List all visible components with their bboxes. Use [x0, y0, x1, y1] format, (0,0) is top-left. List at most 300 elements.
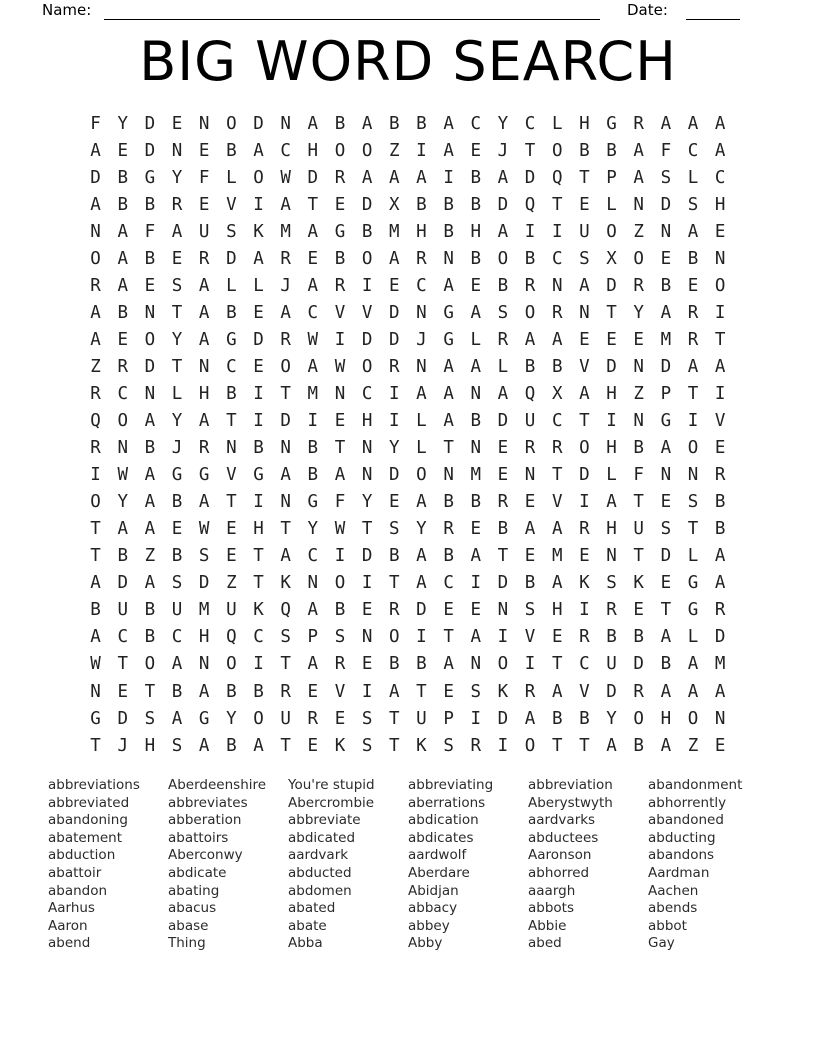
grid-letter: G: [307, 492, 319, 513]
grid-letter: R: [198, 438, 210, 459]
grid-letter: D: [307, 167, 319, 188]
grid-letter: B: [253, 681, 264, 702]
grid-letter: E: [226, 519, 237, 540]
grid-letter: D: [497, 573, 509, 594]
grid-letter: C: [253, 627, 264, 648]
grid-letter: O: [633, 248, 644, 269]
grid-letter: E: [198, 140, 210, 161]
grid-letter: F: [334, 492, 346, 513]
grid-letter: B: [90, 600, 101, 621]
grid-letter: G: [687, 573, 699, 594]
grid-letter: B: [226, 383, 237, 404]
word-list-item: Aberconwy: [168, 847, 243, 864]
grid-letter: L: [687, 167, 699, 188]
grid-letter: B: [443, 492, 454, 513]
grid-letter: A: [416, 573, 427, 594]
grid-letter: I: [714, 383, 726, 404]
grid-letter: Y: [171, 329, 183, 350]
grid-letter: N: [633, 356, 644, 377]
grid-letter: Y: [416, 519, 427, 540]
grid-letter: G: [660, 411, 672, 432]
grid-letter: T: [579, 735, 590, 756]
word-list-item: abatement: [48, 829, 123, 846]
grid-letter: R: [171, 194, 183, 215]
grid-letter: A: [334, 465, 346, 486]
grid-letter: F: [144, 221, 156, 242]
grid-letter: E: [171, 113, 183, 134]
word-search-grid: [82, 110, 734, 759]
grid-letter: A: [280, 546, 291, 567]
word-list-item: abandoned: [648, 812, 724, 829]
grid-letter: A: [524, 329, 536, 350]
grid-letter: A: [144, 465, 156, 486]
grid-letter: B: [144, 194, 156, 215]
grid-letter: D: [361, 546, 373, 567]
grid-letter: E: [443, 600, 454, 621]
grid-letter: I: [361, 681, 373, 702]
grid-letter: T: [171, 356, 183, 377]
grid-letter: D: [198, 573, 210, 594]
word-list-item: aberrations: [408, 794, 486, 811]
grid-letter: B: [470, 248, 482, 269]
grid-letter: A: [90, 627, 101, 648]
grid-letter: R: [198, 248, 210, 269]
grid-letter: B: [606, 140, 617, 161]
word-list-column-6: [648, 777, 768, 953]
grid-letter: Y: [307, 519, 319, 540]
grid-letter: Y: [171, 167, 183, 188]
grid-letter: C: [416, 275, 427, 296]
grid-letter: A: [714, 546, 726, 567]
grid-letter: R: [606, 600, 617, 621]
grid-letter: N: [551, 275, 563, 296]
grid-letter: D: [660, 546, 672, 567]
grid-letter: A: [307, 113, 319, 134]
grid-letter: A: [389, 248, 400, 269]
grid-letter: L: [171, 383, 183, 404]
grid-letter: A: [361, 113, 373, 134]
grid-letter: D: [633, 654, 644, 675]
grid-letter: B: [470, 492, 482, 513]
word-list-item: You're stupid: [288, 777, 375, 793]
grid-letter: B: [117, 546, 128, 567]
grid-letter: N: [714, 708, 726, 729]
grid-letter: B: [226, 302, 237, 323]
grid-letter: A: [198, 329, 210, 350]
grid-letter: V: [579, 356, 590, 377]
grid-letter: A: [280, 194, 291, 215]
grid-letter: E: [470, 275, 482, 296]
grid-letter: A: [307, 654, 319, 675]
grid-letter: H: [144, 735, 156, 756]
grid-letter: T: [714, 329, 726, 350]
grid-letter: I: [579, 492, 590, 513]
grid-letter: V: [226, 194, 237, 215]
grid-letter: S: [497, 302, 509, 323]
grid-letter: L: [226, 275, 237, 296]
grid-letter: I: [90, 465, 101, 486]
grid-letter: D: [389, 329, 400, 350]
grid-letter: Q: [226, 627, 237, 648]
grid-letter: H: [551, 600, 563, 621]
grid-letter: G: [687, 600, 699, 621]
grid-letter: W: [307, 329, 319, 350]
grid-letter: R: [334, 654, 346, 675]
grid-letter: R: [687, 329, 699, 350]
grid-letter: N: [280, 492, 291, 513]
grid-letter: T: [226, 492, 237, 513]
grid-letter: C: [551, 411, 563, 432]
grid-letter: R: [280, 681, 291, 702]
grid-letter: W: [117, 465, 128, 486]
grid-letter: T: [280, 519, 291, 540]
grid-letter: A: [253, 735, 264, 756]
grid-letter: V: [551, 492, 563, 513]
grid-letter: E: [307, 248, 319, 269]
grid-letter: R: [280, 248, 291, 269]
grid-letter: O: [524, 302, 536, 323]
word-list-column-1: [48, 777, 168, 953]
grid-letter: B: [497, 275, 509, 296]
grid-letter: A: [90, 573, 101, 594]
grid-letter: Z: [144, 546, 156, 567]
grid-letter: E: [497, 465, 509, 486]
grid-letter: I: [334, 546, 346, 567]
grid-letter: B: [117, 194, 128, 215]
word-list-item: abbreviate: [288, 812, 361, 829]
grid-letter: N: [687, 465, 699, 486]
grid-letter: O: [606, 221, 617, 242]
grid-letter: D: [660, 356, 672, 377]
grid-letter: N: [660, 221, 672, 242]
grid-letter: A: [524, 519, 536, 540]
grid-letter: C: [714, 167, 726, 188]
grid-letter: B: [226, 681, 237, 702]
grid-letter: A: [117, 519, 128, 540]
grid-letter: T: [226, 411, 237, 432]
word-list-item: abductees: [528, 829, 599, 846]
grid-letter: U: [198, 221, 210, 242]
grid-letter: N: [361, 465, 373, 486]
grid-letter: M: [470, 465, 482, 486]
grid-letter: H: [660, 708, 672, 729]
grid-letter: A: [443, 654, 454, 675]
grid-letter: B: [524, 356, 536, 377]
word-list-item: aardvark: [288, 847, 349, 864]
word-list-item: abbreviation: [528, 777, 613, 793]
grid-letter: D: [226, 248, 237, 269]
grid-letter: E: [606, 329, 617, 350]
grid-letter: D: [253, 113, 264, 134]
word-list-item: Aaron: [48, 917, 88, 934]
grid-letter: I: [714, 302, 726, 323]
word-list-item: abduction: [48, 847, 116, 864]
word-list-item: abdicates: [408, 829, 474, 846]
grid-letter: T: [443, 438, 454, 459]
grid-letter: B: [144, 248, 156, 269]
word-list-item: abandon: [48, 882, 108, 899]
grid-letter: N: [198, 113, 210, 134]
grid-letter: U: [226, 600, 237, 621]
grid-letter: A: [551, 681, 563, 702]
word-list-item: abandoning: [48, 812, 128, 829]
grid-letter: T: [416, 681, 427, 702]
grid-letter: T: [117, 654, 128, 675]
word-list-item: abends: [648, 900, 698, 917]
word-list-item: Gay: [648, 935, 675, 952]
grid-letter: Y: [226, 708, 237, 729]
word-list-item: abdication: [408, 812, 479, 829]
grid-letter: B: [633, 735, 644, 756]
grid-letter: O: [497, 654, 509, 675]
grid-letter: A: [687, 356, 699, 377]
word-list-item: abbreviates: [168, 794, 248, 811]
grid-letter: A: [660, 302, 672, 323]
word-list-item: abhorrently: [648, 794, 727, 811]
word-list-item: Thing: [168, 935, 206, 952]
grid-letter: U: [171, 600, 183, 621]
grid-letter: U: [280, 708, 291, 729]
grid-letter: O: [497, 248, 509, 269]
grid-letter: T: [90, 546, 101, 567]
grid-letter: N: [144, 302, 156, 323]
grid-letter: A: [416, 167, 427, 188]
word-list-item: Aardman: [648, 864, 710, 881]
grid-letter: E: [334, 708, 346, 729]
grid-letter: A: [307, 221, 319, 242]
grid-letter: C: [524, 113, 536, 134]
grid-letter: D: [361, 194, 373, 215]
grid-letter: O: [416, 465, 427, 486]
word-list-item: abate: [288, 917, 327, 934]
grid-letter: N: [144, 383, 156, 404]
grid-letter: B: [253, 438, 264, 459]
grid-letter: D: [90, 167, 101, 188]
grid-letter: D: [144, 356, 156, 377]
grid-letter: P: [443, 708, 454, 729]
grid-letter: A: [117, 248, 128, 269]
grid-letter: U: [606, 654, 617, 675]
grid-letter: I: [389, 411, 400, 432]
grid-letter: N: [280, 113, 291, 134]
grid-letter: E: [714, 735, 726, 756]
grid-letter: K: [334, 735, 346, 756]
grid-letter: E: [579, 329, 590, 350]
grid-letter: W: [280, 167, 291, 188]
grid-letter: A: [443, 411, 454, 432]
grid-letter: N: [416, 302, 427, 323]
grid-letter: I: [389, 383, 400, 404]
grid-letter: Q: [280, 600, 291, 621]
grid-letter: S: [524, 600, 536, 621]
grid-letter: A: [443, 275, 454, 296]
grid-letter: S: [334, 627, 346, 648]
grid-letter: O: [551, 140, 563, 161]
word-list-item: abacus: [168, 900, 217, 917]
grid-letter: D: [606, 681, 617, 702]
grid-letter: R: [714, 600, 726, 621]
grid-letter: D: [497, 411, 509, 432]
grid-letter: T: [579, 167, 590, 188]
grid-letter: B: [171, 492, 183, 513]
grid-letter: B: [470, 194, 482, 215]
grid-letter: M: [280, 221, 291, 242]
grid-letter: E: [117, 329, 128, 350]
grid-letter: N: [606, 546, 617, 567]
grid-letter: S: [660, 519, 672, 540]
grid-letter: A: [524, 708, 536, 729]
grid-letter: H: [198, 383, 210, 404]
grid-letter: S: [171, 573, 183, 594]
grid-letter: R: [524, 275, 536, 296]
grid-letter: A: [714, 113, 726, 134]
grid-letter: T: [90, 735, 101, 756]
grid-letter: A: [714, 573, 726, 594]
grid-letter: R: [714, 465, 726, 486]
grid-letter: R: [633, 113, 644, 134]
grid-letter: F: [198, 167, 210, 188]
grid-letter: O: [687, 438, 699, 459]
grid-letter: A: [144, 492, 156, 513]
grid-letter: A: [551, 329, 563, 350]
grid-letter: U: [633, 519, 644, 540]
grid-letter: E: [714, 438, 726, 459]
word-list-item: abducted: [288, 864, 352, 881]
grid-letter: T: [280, 654, 291, 675]
grid-letter: Z: [633, 221, 644, 242]
grid-letter: B: [551, 708, 563, 729]
word-list-item: Aberdare: [408, 864, 470, 881]
name-fill-in-line: [104, 0, 600, 20]
word-list-item: abbot: [648, 917, 687, 934]
grid-letter: O: [579, 438, 590, 459]
grid-letter: R: [280, 329, 291, 350]
grid-letter: O: [90, 492, 101, 513]
grid-letter: E: [307, 735, 319, 756]
word-list-item: aardvarks: [528, 812, 596, 829]
grid-letter: V: [579, 681, 590, 702]
word-list-item: abdicate: [168, 864, 227, 881]
grid-letter: T: [687, 519, 699, 540]
word-list-item: Aberdeenshire: [168, 777, 267, 793]
grid-letter: B: [117, 167, 128, 188]
grid-letter: B: [579, 708, 590, 729]
grid-letter: P: [606, 167, 617, 188]
word-list-item: abattoirs: [168, 829, 229, 846]
grid-letter: E: [633, 600, 644, 621]
grid-letter: O: [253, 167, 264, 188]
grid-letter: J: [416, 329, 427, 350]
grid-letter: I: [443, 167, 454, 188]
grid-letter: V: [714, 411, 726, 432]
grid-letter: R: [117, 356, 128, 377]
grid-letter: G: [144, 167, 156, 188]
grid-letter: A: [117, 221, 128, 242]
grid-letter: M: [198, 600, 210, 621]
grid-letter: G: [606, 113, 617, 134]
grid-letter: I: [524, 654, 536, 675]
grid-letter: N: [470, 383, 482, 404]
grid-letter: E: [443, 681, 454, 702]
grid-letter: B: [226, 140, 237, 161]
grid-letter: R: [633, 275, 644, 296]
grid-letter: A: [714, 356, 726, 377]
grid-letter: G: [334, 221, 346, 242]
grid-letter: T: [660, 600, 672, 621]
grid-letter: N: [361, 627, 373, 648]
grid-letter: N: [198, 356, 210, 377]
grid-letter: B: [416, 654, 427, 675]
grid-letter: I: [334, 329, 346, 350]
grid-letter: R: [334, 167, 346, 188]
grid-letter: S: [687, 194, 699, 215]
grid-letter: S: [470, 681, 482, 702]
grid-letter: A: [497, 167, 509, 188]
grid-letter: I: [253, 492, 264, 513]
grid-letter: B: [307, 465, 319, 486]
grid-letter: A: [579, 383, 590, 404]
grid-letter: E: [714, 221, 726, 242]
grid-letter: X: [606, 248, 617, 269]
worksheet-header: [0, 0, 816, 28]
grid-letter: A: [687, 681, 699, 702]
grid-letter: O: [253, 708, 264, 729]
grid-letter: B: [334, 113, 346, 134]
grid-letter: L: [687, 627, 699, 648]
grid-letter: O: [334, 573, 346, 594]
word-list-item: abbreviating: [408, 777, 494, 793]
grid-letter: I: [253, 411, 264, 432]
grid-letter: C: [551, 248, 563, 269]
grid-letter: T: [443, 627, 454, 648]
grid-letter: R: [334, 275, 346, 296]
grid-letter: S: [144, 708, 156, 729]
grid-letter: G: [253, 465, 264, 486]
grid-letter: L: [416, 438, 427, 459]
grid-letter: B: [470, 167, 482, 188]
grid-letter: D: [497, 708, 509, 729]
grid-letter: A: [90, 140, 101, 161]
grid-letter: B: [307, 438, 319, 459]
grid-letter: E: [361, 654, 373, 675]
grid-letter: N: [524, 465, 536, 486]
word-list-column-5: [528, 777, 648, 953]
grid-letter: Y: [117, 492, 128, 513]
grid-letter: I: [416, 140, 427, 161]
grid-letter: D: [253, 329, 264, 350]
grid-letter: E: [117, 681, 128, 702]
grid-letter: C: [470, 113, 482, 134]
grid-letter: I: [253, 654, 264, 675]
grid-letter: O: [687, 708, 699, 729]
word-list-item: Aaronson: [528, 847, 592, 864]
grid-letter: A: [198, 411, 210, 432]
grid-letter: E: [171, 248, 183, 269]
word-list-item: abberation: [168, 812, 242, 829]
grid-letter: M: [660, 329, 672, 350]
grid-letter: H: [198, 627, 210, 648]
grid-letter: T: [579, 411, 590, 432]
grid-letter: R: [90, 438, 101, 459]
grid-letter: V: [226, 465, 237, 486]
grid-letter: A: [307, 275, 319, 296]
grid-letter: D: [389, 465, 400, 486]
word-list-item: Abercrombie: [288, 794, 375, 811]
grid-letter: G: [226, 329, 237, 350]
grid-letter: A: [280, 465, 291, 486]
grid-letter: A: [280, 302, 291, 323]
grid-letter: L: [416, 411, 427, 432]
